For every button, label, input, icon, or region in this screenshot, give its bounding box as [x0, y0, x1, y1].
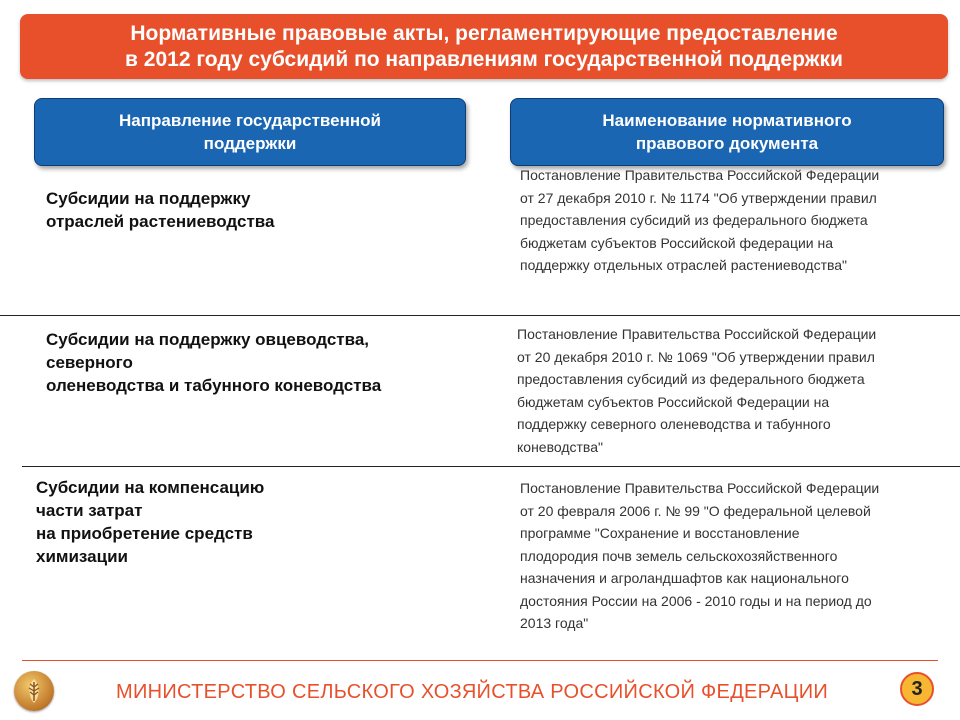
row-3-document-line: назначения и агроландшафтов как национального	[520, 570, 849, 586]
row-3-direction-line: части затрат	[36, 501, 143, 520]
row-3-direction-line: химизации	[36, 547, 128, 566]
row-2-document-line: коневодства"	[517, 438, 603, 455]
row-3-direction	[36, 476, 264, 568]
row-2-document-line: поддержку северного оленеводства и табунного	[517, 416, 831, 432]
row-3-document	[520, 477, 879, 635]
row-2-document	[517, 323, 876, 458]
direction-header-line-2: поддержки	[203, 134, 297, 153]
slide-title	[20, 14, 948, 79]
row-2-direction-line: Субсидии на поддержку овцеводства,	[46, 330, 370, 349]
row-1-document	[520, 164, 879, 277]
row-3-document-line: от 20 февраля 2006 г. № 99 "О федеральной целевой	[520, 502, 871, 519]
slide-title-line-2: в 2012 году субсидий по направлениям государственной поддержки	[125, 47, 843, 71]
row-1-document-line: поддержку отдельных отраслей растениеводства"	[520, 257, 848, 273]
row-1-document-line: от 27 декабря 2010 г. № 1174 "Об утверждении правил	[520, 189, 877, 206]
direction-column-header	[34, 98, 466, 166]
row-3-direction-line: на приобретение средств	[36, 524, 253, 543]
row-1-document-line: предоставления субсидий из федерального бюджета	[520, 212, 868, 228]
row-2-document-line: Постановление Правительства Российской Федерации	[517, 326, 877, 342]
row-3-direction-line: Субсидии на компенсацию	[36, 478, 265, 497]
direction-header-line-1: Направление государственной	[119, 111, 381, 130]
row-3-document-line: программе "Сохранение и восстановление	[520, 525, 800, 541]
row-1-direction-line: Субсидии на поддержку	[46, 189, 251, 208]
document-header-line-2: правового документа	[635, 134, 819, 153]
slide-title-line-1: Нормативные правовые акты, регламентирующие предоставление	[130, 21, 838, 45]
row-1-direction-line: отраслей растениеводства	[46, 212, 275, 231]
row-3-document-line: достояния России на 2006 - 2010 годы и на период до	[520, 592, 872, 609]
ministry-name: МИНИСТЕРСТВО СЕЛЬСКОГО ХОЗЯЙСТВА РОССИЙСКОЙ ФЕДЕРАЦИИ	[116, 681, 829, 703]
row-2-document-line: от 20 декабря 2010 г. № 1069 "Об утверждении правил	[517, 348, 875, 365]
row-2-document-line: предоставления субсидий из федерального бюджета	[517, 371, 865, 387]
row-1-document-line: бюджетам субъектов Российской федерации на	[520, 234, 834, 251]
document-header-line-1: Наименование нормативного	[602, 111, 852, 130]
row-3-document-line: 2013 года"	[520, 615, 589, 631]
row-divider	[22, 466, 960, 467]
footer-divider	[22, 660, 938, 661]
row-2-document-line: бюджетам субъектов Российской Федерации на	[517, 393, 830, 410]
row-3-document-line: Постановление Правительства Российской Федерации	[520, 480, 880, 496]
row-2-direction-line: оленеводства и табунного коневодства	[46, 376, 382, 395]
page-number-badge: 3	[900, 672, 934, 706]
row-1-direction	[46, 187, 274, 233]
row-divider	[0, 315, 960, 316]
row-2-direction-line: северного	[46, 353, 133, 372]
row-2-direction	[46, 328, 381, 397]
row-1-document-line: Постановление Правительства Российской Федерации	[520, 167, 880, 183]
ministry-emblem-icon	[14, 671, 54, 711]
row-3-document-line: плодородия почв земель сельскохозяйственного	[520, 547, 838, 564]
document-column-header	[510, 98, 944, 166]
